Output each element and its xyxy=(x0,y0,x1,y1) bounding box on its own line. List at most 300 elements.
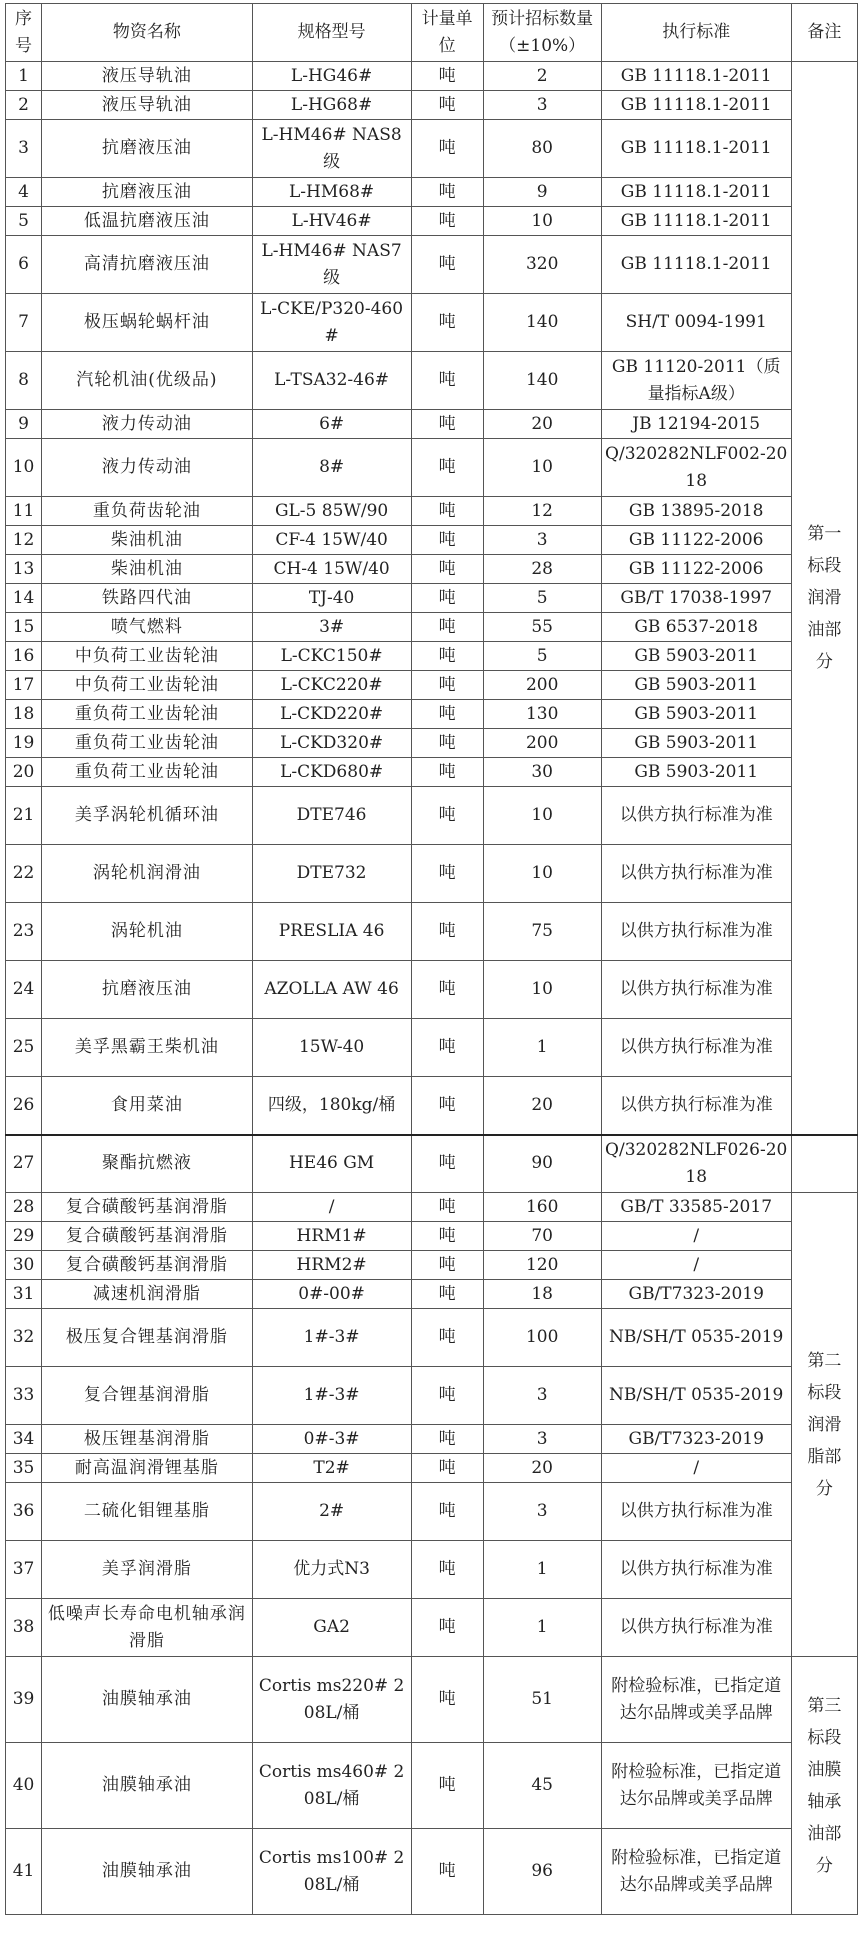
cell-std: GB 11122-2006 xyxy=(601,526,791,555)
cell-qty: 5 xyxy=(483,584,601,613)
cell-qty: 10 xyxy=(483,961,601,1019)
cell-unit: 吨 xyxy=(411,642,483,671)
cell-note-empty xyxy=(791,1135,857,1193)
cell-qty: 140 xyxy=(483,352,601,410)
cell-std: NB/SH/T 0535-2019 xyxy=(601,1367,791,1425)
cell-std: 附检验标准，已指定道达尔品牌或美孚品牌 xyxy=(601,1743,791,1829)
cell-seq: 8 xyxy=(6,352,42,410)
cell-std: Q/320282NLF002-2018 xyxy=(601,439,791,497)
cell-spec: GA2 xyxy=(252,1599,411,1657)
cell-spec: PRESLIA 46 xyxy=(252,903,411,961)
table-row xyxy=(6,1743,858,1829)
cell-spec: Cortis ms220# 208L/桶 xyxy=(252,1657,411,1743)
cell-seq: 12 xyxy=(6,526,42,555)
cell-std: 以供方执行标准为准 xyxy=(601,903,791,961)
cell-std: NB/SH/T 0535-2019 xyxy=(601,1309,791,1367)
cell-std: GB 5903-2011 xyxy=(601,700,791,729)
cell-qty: 3 xyxy=(483,1483,601,1541)
cell-spec: L-HV46# xyxy=(252,207,411,236)
cell-qty: 10 xyxy=(483,207,601,236)
cell-unit: 吨 xyxy=(411,1077,483,1135)
cell-std: GB/T7323-2019 xyxy=(601,1280,791,1309)
cell-unit: 吨 xyxy=(411,671,483,700)
cell-spec: HRM2# xyxy=(252,1251,411,1280)
cell-seq: 38 xyxy=(6,1599,42,1657)
cell-seq: 23 xyxy=(6,903,42,961)
cell-seq: 1 xyxy=(6,62,42,91)
cell-unit: 吨 xyxy=(411,555,483,584)
cell-unit: 吨 xyxy=(411,497,483,526)
cell-name: 复合磺酸钙基润滑脂 xyxy=(42,1222,253,1251)
cell-name: 美孚黑霸王柴机油 xyxy=(42,1019,253,1077)
cell-seq: 11 xyxy=(6,497,42,526)
cell-unit: 吨 xyxy=(411,961,483,1019)
cell-unit: 吨 xyxy=(411,352,483,410)
cell-spec: 0#-00# xyxy=(252,1280,411,1309)
cell-spec: GL-5 85W/90 xyxy=(252,497,411,526)
cell-std: 以供方执行标准为准 xyxy=(601,1019,791,1077)
cell-seq: 17 xyxy=(6,671,42,700)
cell-std: 以供方执行标准为准 xyxy=(601,1541,791,1599)
cell-unit: 吨 xyxy=(411,787,483,845)
cell-name: 低噪声长寿命电机轴承润滑脂 xyxy=(42,1599,253,1657)
cell-qty: 51 xyxy=(483,1657,601,1743)
cell-name: 高清抗磨液压油 xyxy=(42,236,253,294)
cell-qty: 10 xyxy=(483,787,601,845)
cell-spec: Cortis ms460# 208L/桶 xyxy=(252,1743,411,1829)
cell-spec: HRM1# xyxy=(252,1222,411,1251)
cell-unit: 吨 xyxy=(411,526,483,555)
cell-name: 聚酯抗燃液 xyxy=(42,1135,253,1193)
cell-qty: 18 xyxy=(483,1280,601,1309)
header-name: 物资名称 xyxy=(42,4,253,62)
cell-seq: 2 xyxy=(6,91,42,120)
cell-std: GB 11118.1-2011 xyxy=(601,178,791,207)
cell-name: 复合磺酸钙基润滑脂 xyxy=(42,1251,253,1280)
cell-qty: 3 xyxy=(483,1367,601,1425)
table-row xyxy=(6,410,858,439)
cell-unit: 吨 xyxy=(411,1599,483,1657)
cell-name: 喷气燃料 xyxy=(42,613,253,642)
table-row xyxy=(6,671,858,700)
cell-spec: L-HG68# xyxy=(252,91,411,120)
cell-name: 液力传动油 xyxy=(42,439,253,497)
cell-spec: L-HG46# xyxy=(252,62,411,91)
header-unit: 计量单位 xyxy=(411,4,483,62)
table-row xyxy=(6,1309,858,1367)
cell-name: 涡轮机油 xyxy=(42,903,253,961)
cell-seq: 26 xyxy=(6,1077,42,1135)
cell-name: 液力传动油 xyxy=(42,410,253,439)
cell-seq: 37 xyxy=(6,1541,42,1599)
cell-qty: 100 xyxy=(483,1309,601,1367)
cell-std: GB 11122-2006 xyxy=(601,555,791,584)
cell-qty: 30 xyxy=(483,758,601,787)
table-row xyxy=(6,1657,858,1743)
cell-qty: 3 xyxy=(483,91,601,120)
table-row xyxy=(6,584,858,613)
cell-unit: 吨 xyxy=(411,1425,483,1454)
cell-std: 以供方执行标准为准 xyxy=(601,961,791,1019)
cell-name: 重负荷齿轮油 xyxy=(42,497,253,526)
header-std: 执行标准 xyxy=(601,4,791,62)
cell-std: GB 11118.1-2011 xyxy=(601,62,791,91)
table-row xyxy=(6,1019,858,1077)
cell-std: GB 11118.1-2011 xyxy=(601,207,791,236)
cell-qty: 75 xyxy=(483,903,601,961)
table-row xyxy=(6,613,858,642)
cell-unit: 吨 xyxy=(411,700,483,729)
table-row xyxy=(6,236,858,294)
cell-spec: DTE746 xyxy=(252,787,411,845)
cell-name: 铁路四代油 xyxy=(42,584,253,613)
cell-spec: 2# xyxy=(252,1483,411,1541)
cell-spec: 0#-3# xyxy=(252,1425,411,1454)
cell-name: 中负荷工业齿轮油 xyxy=(42,642,253,671)
cell-std: 以供方执行标准为准 xyxy=(601,787,791,845)
cell-qty: 120 xyxy=(483,1251,601,1280)
cell-seq: 41 xyxy=(6,1829,42,1915)
cell-qty: 20 xyxy=(483,1454,601,1483)
cell-unit: 吨 xyxy=(411,903,483,961)
table-row xyxy=(6,845,858,903)
table-body xyxy=(6,62,858,1915)
cell-std: GB 6537-2018 xyxy=(601,613,791,642)
cell-std: 附检验标准，已指定道达尔品牌或美孚品牌 xyxy=(601,1657,791,1743)
header-row xyxy=(6,4,858,62)
cell-qty: 1 xyxy=(483,1599,601,1657)
cell-name: 耐高温润滑锂基脂 xyxy=(42,1454,253,1483)
cell-std: GB/T7323-2019 xyxy=(601,1425,791,1454)
table-row xyxy=(6,555,858,584)
cell-std: GB 5903-2011 xyxy=(601,671,791,700)
cell-std: GB 11118.1-2011 xyxy=(601,91,791,120)
cell-seq: 14 xyxy=(6,584,42,613)
cell-spec: L-CKD680# xyxy=(252,758,411,787)
cell-seq: 35 xyxy=(6,1454,42,1483)
cell-name: 汽轮机油(优级品) xyxy=(42,352,253,410)
table-row xyxy=(6,1483,858,1541)
cell-unit: 吨 xyxy=(411,1019,483,1077)
cell-seq: 19 xyxy=(6,729,42,758)
cell-unit: 吨 xyxy=(411,1454,483,1483)
cell-qty: 320 xyxy=(483,236,601,294)
section-note: 第一标段润滑油部分 xyxy=(791,62,857,1135)
cell-seq: 33 xyxy=(6,1367,42,1425)
cell-std: GB 5903-2011 xyxy=(601,729,791,758)
cell-unit: 吨 xyxy=(411,207,483,236)
cell-seq: 27 xyxy=(6,1135,42,1193)
cell-std: 以供方执行标准为准 xyxy=(601,1077,791,1135)
cell-seq: 31 xyxy=(6,1280,42,1309)
cell-qty: 28 xyxy=(483,555,601,584)
cell-unit: 吨 xyxy=(411,178,483,207)
cell-qty: 1 xyxy=(483,1541,601,1599)
cell-unit: 吨 xyxy=(411,845,483,903)
table-row xyxy=(6,352,858,410)
cell-seq: 22 xyxy=(6,845,42,903)
cell-name: 重负荷工业齿轮油 xyxy=(42,758,253,787)
cell-unit: 吨 xyxy=(411,1135,483,1193)
cell-qty: 140 xyxy=(483,294,601,352)
cell-name: 美孚润滑脂 xyxy=(42,1541,253,1599)
cell-unit: 吨 xyxy=(411,439,483,497)
cell-qty: 200 xyxy=(483,729,601,758)
cell-std: 附检验标准，已指定道达尔品牌或美孚品牌 xyxy=(601,1829,791,1915)
header-spec: 规格型号 xyxy=(252,4,411,62)
cell-spec: CH-4 15W/40 xyxy=(252,555,411,584)
cell-name: 柴油机油 xyxy=(42,526,253,555)
materials-table xyxy=(5,3,858,1915)
table-row xyxy=(6,1193,858,1222)
cell-qty: 5 xyxy=(483,642,601,671)
cell-name: 二硫化钼锂基脂 xyxy=(42,1483,253,1541)
table-row xyxy=(6,497,858,526)
cell-spec: L-CKC150# xyxy=(252,642,411,671)
cell-unit: 吨 xyxy=(411,294,483,352)
cell-std: / xyxy=(601,1251,791,1280)
cell-qty: 55 xyxy=(483,613,601,642)
table-row xyxy=(6,178,858,207)
cell-std: 以供方执行标准为准 xyxy=(601,1483,791,1541)
cell-std: GB/T 33585-2017 xyxy=(601,1193,791,1222)
cell-name: 抗磨液压油 xyxy=(42,120,253,178)
cell-qty: 80 xyxy=(483,120,601,178)
cell-std: 以供方执行标准为准 xyxy=(601,1599,791,1657)
cell-seq: 30 xyxy=(6,1251,42,1280)
table-row xyxy=(6,1599,858,1657)
table-row xyxy=(6,961,858,1019)
cell-unit: 吨 xyxy=(411,1280,483,1309)
cell-qty: 10 xyxy=(483,439,601,497)
cell-name: 减速机润滑脂 xyxy=(42,1280,253,1309)
cell-qty: 130 xyxy=(483,700,601,729)
table-row xyxy=(6,294,858,352)
cell-unit: 吨 xyxy=(411,1367,483,1425)
cell-spec: 四级，180kg/桶 xyxy=(252,1077,411,1135)
cell-name: 重负荷工业齿轮油 xyxy=(42,729,253,758)
table-row xyxy=(6,91,858,120)
table-row xyxy=(6,1222,858,1251)
table-row xyxy=(6,120,858,178)
cell-unit: 吨 xyxy=(411,1193,483,1222)
cell-seq: 21 xyxy=(6,787,42,845)
table-row xyxy=(6,439,858,497)
cell-unit: 吨 xyxy=(411,91,483,120)
cell-name: 复合锂基润滑脂 xyxy=(42,1367,253,1425)
cell-seq: 18 xyxy=(6,700,42,729)
cell-spec: Cortis ms100# 208L/桶 xyxy=(252,1829,411,1915)
cell-name: 涡轮机润滑油 xyxy=(42,845,253,903)
cell-seq: 20 xyxy=(6,758,42,787)
cell-name: 液压导轨油 xyxy=(42,91,253,120)
cell-seq: 5 xyxy=(6,207,42,236)
cell-qty: 3 xyxy=(483,1425,601,1454)
header-seq: 序号 xyxy=(6,4,42,62)
cell-std: SH/T 0094-1991 xyxy=(601,294,791,352)
cell-name: 抗磨液压油 xyxy=(42,178,253,207)
table-row xyxy=(6,729,858,758)
cell-seq: 34 xyxy=(6,1425,42,1454)
table-row xyxy=(6,1425,858,1454)
cell-unit: 吨 xyxy=(411,1541,483,1599)
table-row xyxy=(6,1829,858,1915)
cell-seq: 28 xyxy=(6,1193,42,1222)
cell-name: 极压蜗轮蜗杆油 xyxy=(42,294,253,352)
cell-name: 中负荷工业齿轮油 xyxy=(42,671,253,700)
cell-qty: 20 xyxy=(483,1077,601,1135)
cell-spec: AZOLLA AW 46 xyxy=(252,961,411,1019)
cell-spec: CF-4 15W/40 xyxy=(252,526,411,555)
cell-seq: 4 xyxy=(6,178,42,207)
cell-spec: 3# xyxy=(252,613,411,642)
cell-unit: 吨 xyxy=(411,1743,483,1829)
cell-qty: 45 xyxy=(483,1743,601,1829)
cell-spec: L-CKE/P320-460# xyxy=(252,294,411,352)
cell-spec: HE46 GM xyxy=(252,1135,411,1193)
cell-seq: 32 xyxy=(6,1309,42,1367)
table-row xyxy=(6,207,858,236)
cell-spec: T2# xyxy=(252,1454,411,1483)
cell-std: JB 12194-2015 xyxy=(601,410,791,439)
cell-std: / xyxy=(601,1454,791,1483)
cell-std: GB 5903-2011 xyxy=(601,642,791,671)
cell-unit: 吨 xyxy=(411,584,483,613)
cell-name: 极压复合锂基润滑脂 xyxy=(42,1309,253,1367)
cell-spec: L-HM46# NAS8级 xyxy=(252,120,411,178)
cell-std: GB 5903-2011 xyxy=(601,758,791,787)
cell-std: 以供方执行标准为准 xyxy=(601,845,791,903)
cell-unit: 吨 xyxy=(411,758,483,787)
cell-spec: 优力式N3 xyxy=(252,1541,411,1599)
cell-std: Q/320282NLF026-2018 xyxy=(601,1135,791,1193)
cell-qty: 96 xyxy=(483,1829,601,1915)
cell-unit: 吨 xyxy=(411,1829,483,1915)
table-row xyxy=(6,62,858,91)
cell-std: GB 13895-2018 xyxy=(601,497,791,526)
cell-unit: 吨 xyxy=(411,120,483,178)
cell-qty: 160 xyxy=(483,1193,601,1222)
cell-unit: 吨 xyxy=(411,236,483,294)
cell-seq: 9 xyxy=(6,410,42,439)
cell-std: / xyxy=(601,1222,791,1251)
table-row xyxy=(6,787,858,845)
cell-spec: DTE732 xyxy=(252,845,411,903)
cell-qty: 2 xyxy=(483,62,601,91)
cell-spec: 8# xyxy=(252,439,411,497)
cell-std: GB/T 17038-1997 xyxy=(601,584,791,613)
cell-spec: / xyxy=(252,1193,411,1222)
cell-unit: 吨 xyxy=(411,1309,483,1367)
cell-qty: 1 xyxy=(483,1019,601,1077)
cell-seq: 16 xyxy=(6,642,42,671)
cell-seq: 39 xyxy=(6,1657,42,1743)
cell-spec: L-CKD220# xyxy=(252,700,411,729)
cell-seq: 36 xyxy=(6,1483,42,1541)
cell-seq: 15 xyxy=(6,613,42,642)
cell-unit: 吨 xyxy=(411,1657,483,1743)
cell-name: 食用菜油 xyxy=(42,1077,253,1135)
cell-name: 复合磺酸钙基润滑脂 xyxy=(42,1193,253,1222)
cell-std: GB 11118.1-2011 xyxy=(601,236,791,294)
cell-qty: 20 xyxy=(483,410,601,439)
cell-spec: 15W-40 xyxy=(252,1019,411,1077)
cell-spec: L-CKD320# xyxy=(252,729,411,758)
cell-spec: 1#-3# xyxy=(252,1309,411,1367)
cell-qty: 12 xyxy=(483,497,601,526)
table-row xyxy=(6,758,858,787)
table-row xyxy=(6,1135,858,1193)
cell-spec: L-HM68# xyxy=(252,178,411,207)
table-row xyxy=(6,1541,858,1599)
table-row xyxy=(6,1454,858,1483)
cell-qty: 200 xyxy=(483,671,601,700)
table-row xyxy=(6,642,858,671)
header-note: 备注 xyxy=(791,4,857,62)
table-row xyxy=(6,1251,858,1280)
cell-unit: 吨 xyxy=(411,613,483,642)
cell-qty: 3 xyxy=(483,526,601,555)
cell-seq: 29 xyxy=(6,1222,42,1251)
cell-seq: 3 xyxy=(6,120,42,178)
cell-seq: 7 xyxy=(6,294,42,352)
cell-spec: 6# xyxy=(252,410,411,439)
cell-seq: 10 xyxy=(6,439,42,497)
cell-spec: L-CKC220# xyxy=(252,671,411,700)
cell-name: 美孚涡轮机循环油 xyxy=(42,787,253,845)
cell-seq: 25 xyxy=(6,1019,42,1077)
header-qty: 预计招标数量（±10%） xyxy=(483,4,601,62)
cell-name: 低温抗磨液压油 xyxy=(42,207,253,236)
cell-spec: L-TSA32-46# xyxy=(252,352,411,410)
cell-seq: 40 xyxy=(6,1743,42,1829)
cell-name: 液压导轨油 xyxy=(42,62,253,91)
cell-unit: 吨 xyxy=(411,729,483,758)
cell-qty: 70 xyxy=(483,1222,601,1251)
cell-unit: 吨 xyxy=(411,1251,483,1280)
cell-name: 油膜轴承油 xyxy=(42,1829,253,1915)
section-note: 第二标段润滑脂部分 xyxy=(791,1193,857,1657)
cell-seq: 13 xyxy=(6,555,42,584)
cell-spec: TJ-40 xyxy=(252,584,411,613)
cell-qty: 10 xyxy=(483,845,601,903)
cell-unit: 吨 xyxy=(411,1222,483,1251)
table-row xyxy=(6,1077,858,1135)
cell-seq: 24 xyxy=(6,961,42,1019)
section-note: 第三标段油膜轴承油部分 xyxy=(791,1657,857,1915)
cell-std: GB 11118.1-2011 xyxy=(601,120,791,178)
table-row xyxy=(6,1367,858,1425)
cell-spec: L-HM46# NAS7级 xyxy=(252,236,411,294)
cell-qty: 9 xyxy=(483,178,601,207)
cell-name: 重负荷工业齿轮油 xyxy=(42,700,253,729)
cell-seq: 6 xyxy=(6,236,42,294)
cell-spec: 1#-3# xyxy=(252,1367,411,1425)
cell-name: 油膜轴承油 xyxy=(42,1743,253,1829)
cell-qty: 90 xyxy=(483,1135,601,1193)
table-row xyxy=(6,1280,858,1309)
cell-name: 油膜轴承油 xyxy=(42,1657,253,1743)
table-row xyxy=(6,903,858,961)
cell-name: 极压锂基润滑脂 xyxy=(42,1425,253,1454)
table-row xyxy=(6,526,858,555)
table-row xyxy=(6,700,858,729)
cell-name: 抗磨液压油 xyxy=(42,961,253,1019)
cell-name: 柴油机油 xyxy=(42,555,253,584)
cell-unit: 吨 xyxy=(411,1483,483,1541)
cell-std: GB 11120-2011（质量指标A级） xyxy=(601,352,791,410)
cell-unit: 吨 xyxy=(411,62,483,91)
